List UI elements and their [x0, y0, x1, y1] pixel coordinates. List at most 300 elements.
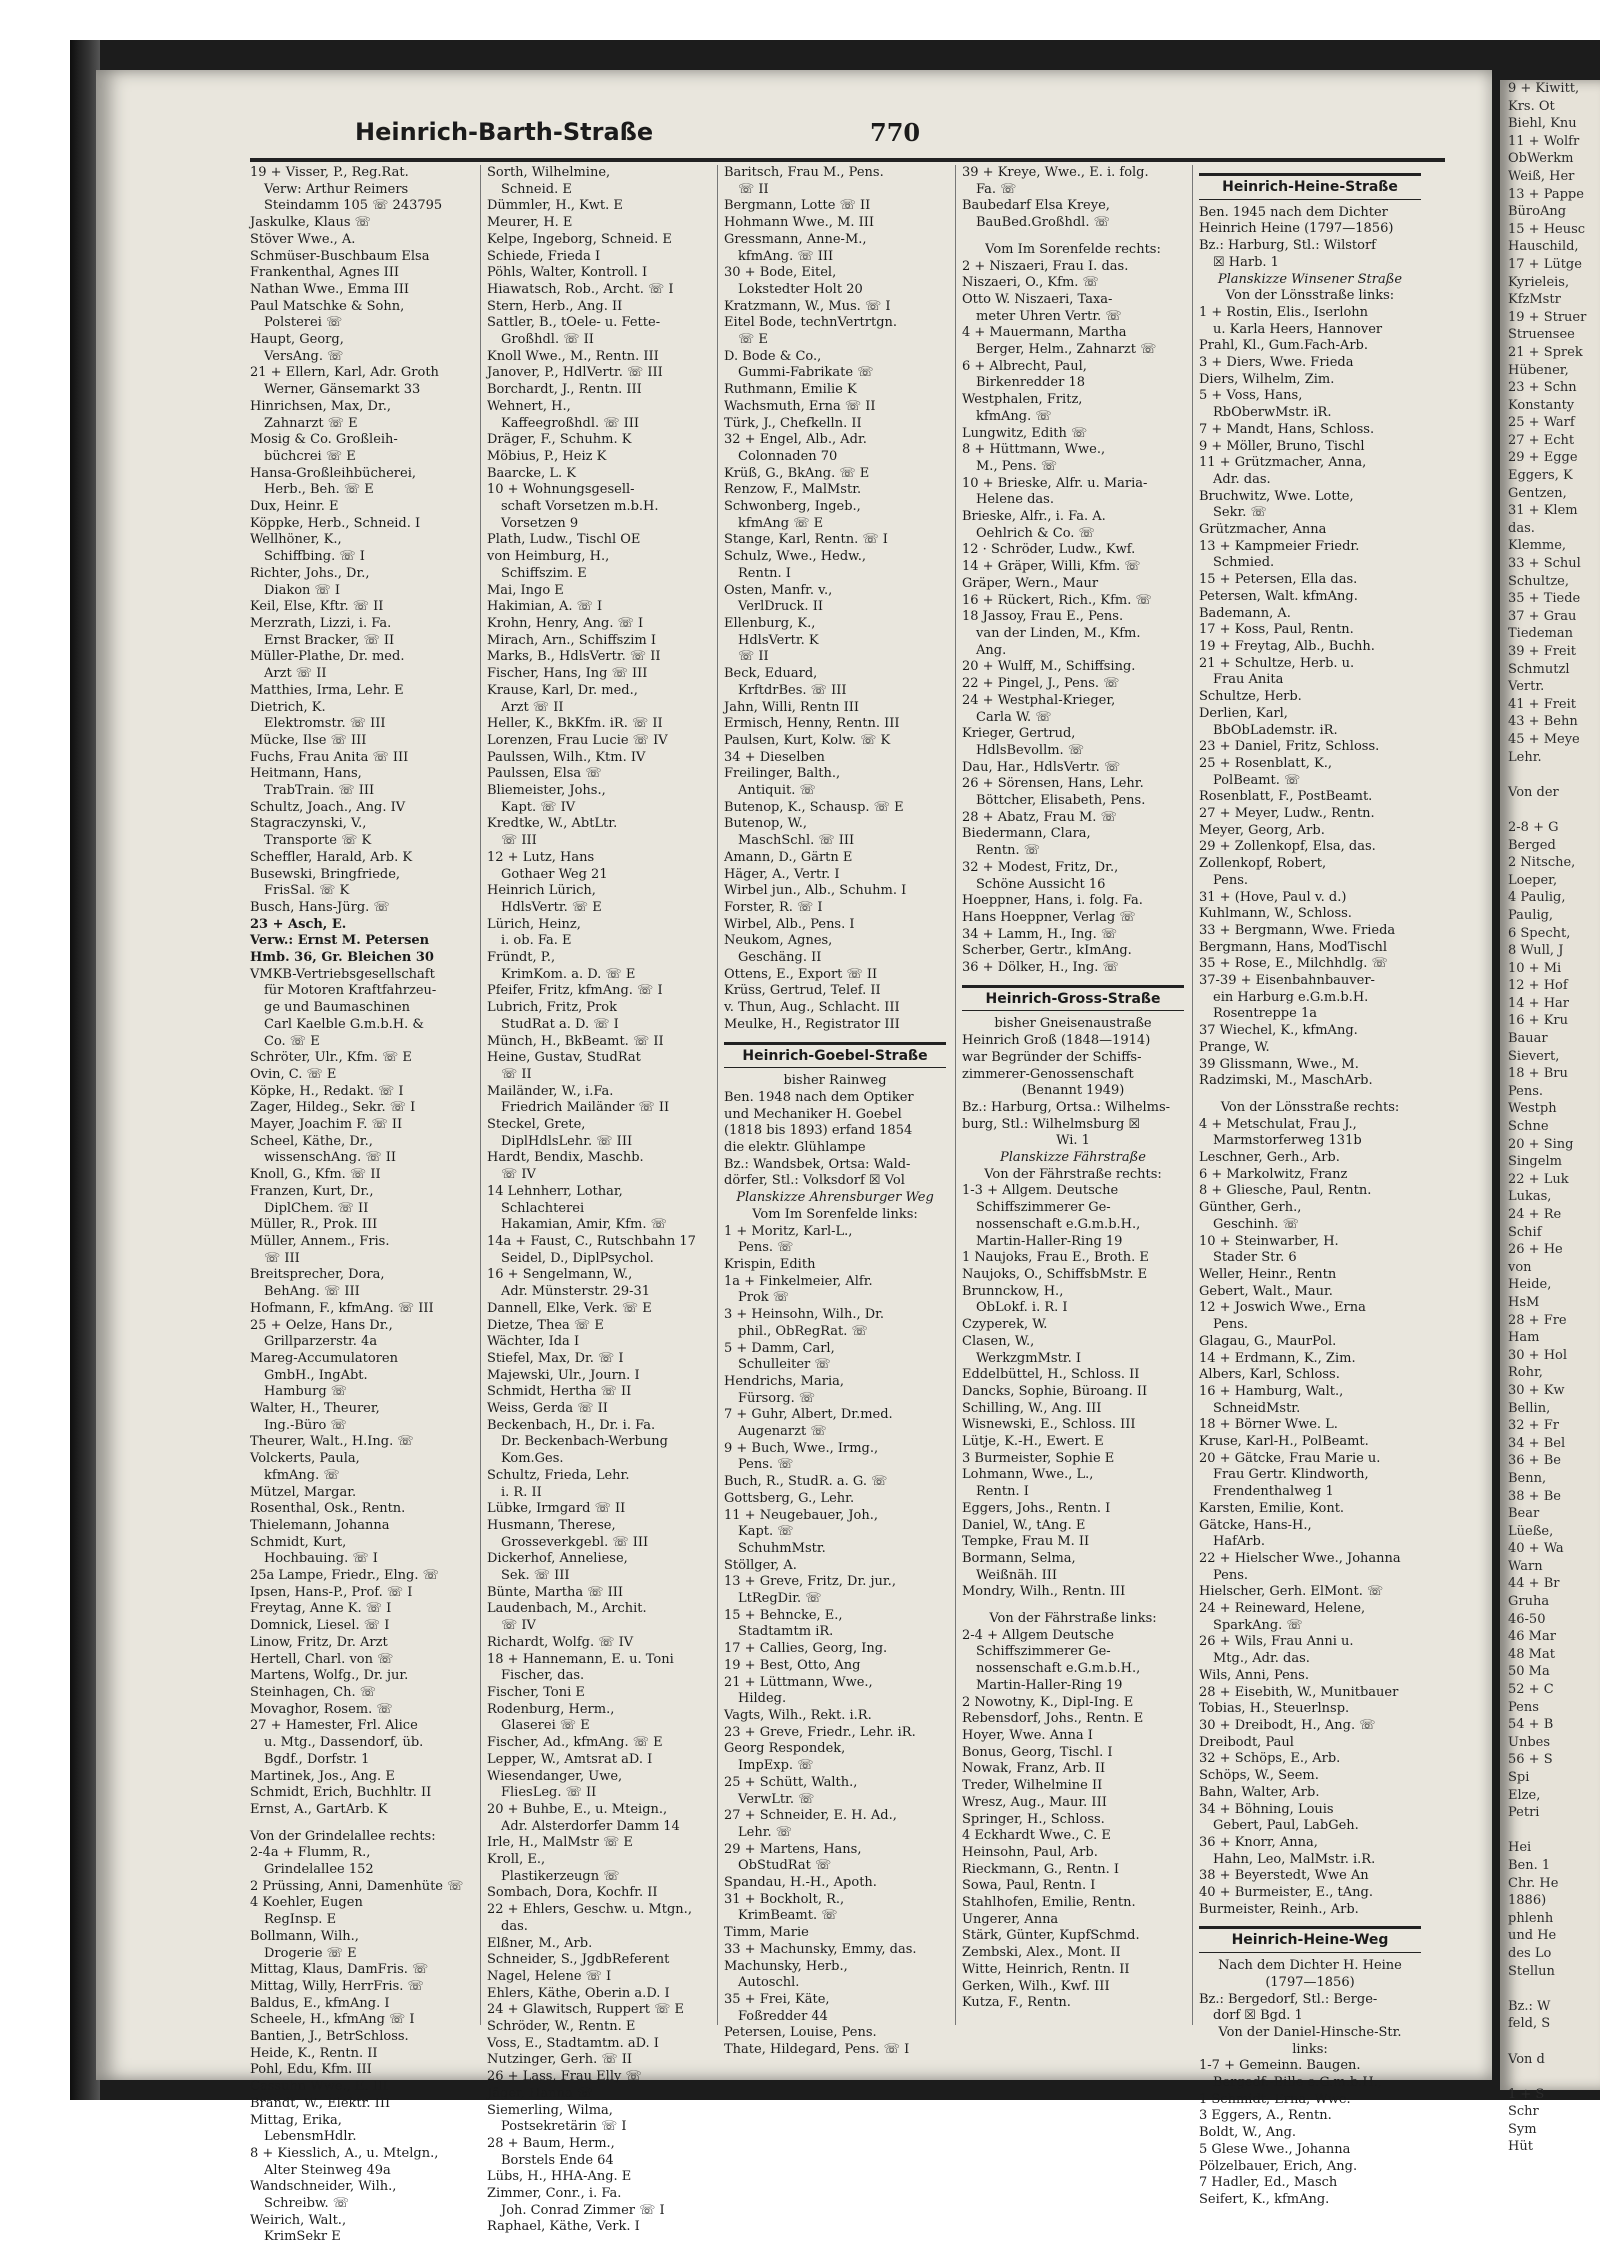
directory-entry-line: Stöllger, A. [724, 1557, 797, 1573]
directory-entry-line: 1 Schmidt, Erna, Wwe. [1199, 2091, 1351, 2107]
directory-entry-line: Ipsen, Hans-P., Prof. ☏ I [250, 1584, 413, 1600]
next-page-fragment: Heide, [1508, 1277, 1552, 1293]
directory-entry-line: Derlien, Karl, [1199, 705, 1288, 721]
directory-entry-line: Schneider, S., JgdbReferent [487, 1952, 670, 1968]
directory-entry-line: Fischer, Hans, Ing ☏ III [487, 666, 648, 682]
directory-entry-line: 2 Prüssing, Anni, Damenhüte ☏ [250, 1878, 464, 1894]
next-page-fragment [1500, 766, 1600, 784]
column-divider [955, 165, 956, 2025]
directory-entry-line: 13 + Greve, Fritz, Dr. jur., [724, 1574, 896, 1590]
directory-entry-line: Westphalen, Fritz, [962, 392, 1083, 408]
directory-entry-line: Baarcke, L. K [487, 465, 576, 481]
directory-entry-line: Scherber, Gertr., kImAng. [962, 943, 1132, 959]
next-page-fragment: 56 + S [1508, 1752, 1553, 1768]
directory-entry-line: Ben. 1948 nach dem Optiker [724, 1089, 914, 1105]
directory-entry-line: 18 + Hannemann, E. u. Toni [487, 1651, 674, 1667]
directory-entry-line: DiplChem. ☏ II [264, 1200, 369, 1216]
directory-entry-line: Bz.: Harburg, Stl.: Wilstorf [1199, 238, 1376, 254]
directory-entry-line: Radzimski, M., MaschArb. [1199, 1073, 1373, 1089]
next-page-fragment: 17 + Lütge [1508, 256, 1582, 272]
directory-entry-line: Dreibodt, Paul [1199, 1734, 1294, 1750]
directory-entry-line: ☏ II [738, 649, 769, 665]
page-number: 770 [870, 118, 921, 147]
directory-entry-line: 5 + Damm, Carl, [724, 1340, 835, 1356]
directory-entry-line: Bz.: Bergedorf, Stl.: Berge- [1199, 1991, 1378, 2007]
directory-entry-line: Schlachterei [501, 1200, 585, 1216]
directory-entry-line: 25 + Schütt, Walth., [724, 1774, 858, 1790]
directory-entry-line: Wachsmuth, Erna ☏ II [724, 398, 876, 414]
directory-entry-line: Vom Im Sorenfelde rechts: [985, 241, 1161, 257]
directory-entry-line: Schmüser-Buschbaum Elsa [250, 248, 430, 264]
directory-entry-line: ☏ III [264, 1250, 300, 1266]
next-page-fragment: Hüt [1508, 2139, 1533, 2155]
directory-entry-line: Rentn. ☏ [976, 843, 1040, 859]
directory-entry-line: Krüß, G., BkAng. ☏ E [724, 465, 870, 481]
directory-entry-line: Renzow, F., MalMstr. [724, 482, 862, 498]
directory-entry-line: Husmann, Therese, [487, 1517, 616, 1533]
directory-entry-line: Günther, Gerh., [1199, 1200, 1302, 1216]
directory-entry-line: RbOberwMstr. iR. [1213, 405, 1332, 421]
directory-entry-line: Spandau, H.-H., Apoth. [724, 1875, 877, 1891]
next-page-fragment [1500, 801, 1600, 819]
directory-entry-line: Augenarzt ☏ [738, 1424, 827, 1440]
directory-entry-line: 27 + Meyer, Ludw., Rentn. [1199, 806, 1375, 822]
directory-entry-line: für Motoren Kraftfahrzeu- [264, 983, 437, 999]
directory-entry-line: Richter, Johs., Dr., [250, 565, 370, 581]
next-page-fragment: Schne [1508, 1119, 1549, 1135]
directory-entry-line: Bünte, Martha ☏ III [487, 1584, 624, 1600]
directory-entry-line: Niszaeri, O., Kfm. ☏ [962, 275, 1099, 291]
next-page-fragment: Chr. He [1508, 1875, 1559, 1891]
next-page-fragment: Klemme, [1508, 538, 1567, 554]
directory-entry-line: VersAng. ☏ [264, 348, 344, 364]
directory-entry-line: Sowa, Paul, Rentn. I [962, 1878, 1096, 1894]
directory-entry-line: Colonnaden 70 [738, 448, 838, 464]
directory-entry-line: 10 + Brieske, Alfr. u. Maria- [962, 475, 1148, 491]
directory-entry-line: Grillparzerstr. 4a [264, 1334, 378, 1350]
directory-entry-line: Franzen, Kurt, Dr., [250, 1183, 374, 1199]
directory-entry-line: Treder, Wilhelmine II [962, 1778, 1103, 1794]
directory-entry-line: Kredtke, W., AbtLtr. [487, 816, 618, 832]
directory-column-4 [962, 165, 1184, 2025]
next-page-fragment: 25 + Warf [1508, 415, 1575, 431]
next-page-fragment: Pens [1508, 1699, 1539, 1715]
directory-entry-line: Hansa-Großleihbücherei, [250, 465, 417, 481]
directory-entry-line: Rentn. I [976, 1484, 1029, 1500]
directory-entry-line: Butenop, W., [724, 816, 807, 832]
next-page-fragment: 24 + Re [1508, 1207, 1562, 1222]
directory-entry-line: Schiffbing. ☏ I [264, 549, 365, 565]
directory-entry-line: Schiffszimmerer Ge- [976, 1200, 1111, 1216]
directory-entry-line: Fuchs, Frau Anita ☏ III [250, 749, 409, 765]
directory-entry-line: Schilling, W., Ang. III [962, 1400, 1102, 1416]
directory-entry-line: ☏ E [738, 332, 768, 348]
next-page-fragment: Schmutzl [1508, 661, 1570, 677]
directory-entry-line: Martinek, Jos., Ang. E [250, 1768, 395, 1784]
directory-entry-line: Leschner, Gerh., Arb. [1199, 1150, 1340, 1166]
directory-entry-line: Lokstedter Holt 20 [738, 281, 863, 297]
directory-entry-line: Osten, Manfr. v., [724, 582, 833, 598]
directory-entry-line: 33 + Machunsky, Emmy, das. [724, 1941, 917, 1957]
directory-entry-line: 3 Eggers, A., Rentn. [1199, 2108, 1332, 2124]
directory-entry-line: Köpke, H., Redakt. ☏ I [250, 1083, 404, 1099]
directory-entry-line: SchneidMstr. [1213, 1400, 1301, 1416]
directory-entry-line: Biedermann, Clara, [962, 826, 1091, 842]
directory-entry-line: Kroll, E., [487, 1852, 546, 1868]
directory-entry-line: die elektr. Glühlampe [724, 1140, 866, 1156]
directory-entry-line: 12 + Lutz, Hans [487, 849, 595, 865]
directory-entry-line: bisher Rainweg [783, 1073, 887, 1089]
directory-entry-line: Petersen, Walt. kfmAng. [1199, 588, 1358, 604]
directory-entry-line: 14 Lehnherr, Lothar, [487, 1183, 623, 1199]
directory-entry-line: Machunsky, Herb., [724, 1958, 848, 1974]
directory-entry-line: Hahn, Leo, MalMstr. i.R. [1213, 1851, 1376, 1867]
directory-entry-line: Weirich, Walt., [250, 2212, 347, 2228]
directory-entry-line: Borstels Ende 64 [501, 2152, 614, 2168]
next-page-fragment: 1 + S [1508, 2086, 1545, 2102]
directory-entry-line: Witte, Heinrich, Rentn. II [962, 1961, 1130, 1977]
directory-entry-line: Heinsohn, Paul, Arb. [962, 1844, 1098, 1860]
directory-entry-line: Nutzinger, Gerh. ☏ II [487, 2052, 633, 2068]
directory-entry-line: Autoschl. [738, 1975, 800, 1991]
directory-entry-line: Hakamian, Amir, Kfm. ☏ [501, 1217, 667, 1233]
directory-entry-line: Mützel, Margar. [250, 1484, 357, 1500]
directory-entry-line: 37 Wiechel, K., kfmAng. [1199, 1023, 1358, 1039]
next-page-fragment: 46-50 [1508, 1611, 1546, 1627]
next-page-fragment: 6 Specht, [1508, 925, 1571, 941]
directory-entry-line: Meyer, Georg, Arb. [1199, 822, 1325, 838]
directory-entry-line: Bergedf.-Bille e.G.m.b.H., [1213, 2075, 1382, 2091]
directory-entry-line: Seidel, D., DiplPsychol. [501, 1250, 654, 1266]
directory-entry-line: Schulleiter ☏ [738, 1357, 831, 1373]
directory-entry-line: Hochbauing. ☏ I [264, 1551, 378, 1567]
directory-entry-line: 13 + Kampmeier Friedr. [1199, 538, 1360, 554]
page-header [250, 112, 1445, 162]
directory-entry-line: 31 + (Hove, Paul v. d.) [1199, 889, 1347, 905]
directory-entry-line: Schröder, W., Rentn. E [487, 2019, 636, 2035]
directory-entry-line: Martens, Wolfg., Dr. jur. [250, 1668, 409, 1684]
directory-entry-line: Tobias, H., Steuerlnsp. [1199, 1701, 1350, 1717]
directory-entry-line: Nach dem Dichter H. Heine [1218, 1958, 1402, 1974]
spacer [962, 1601, 1184, 1611]
directory-entry-line: 21 + Ellern, Karl, Adr. Groth [250, 365, 439, 381]
directory-entry-line: Mittag, Erika, [250, 2112, 342, 2128]
directory-entry-line: 28 + Baum, Herm., [487, 2135, 615, 2151]
directory-entry-line: Rieckmann, G., Rentn. I [962, 1861, 1120, 1877]
directory-entry-line: 3 + Heinsohn, Wilh., Dr. [724, 1307, 885, 1323]
directory-entry-line: 32 + Engel, Alb., Adr. [724, 432, 867, 448]
next-page-fragment: Weiß, Her [1508, 168, 1575, 184]
directory-entry-line: Frau Anita [1213, 672, 1284, 688]
directory-entry-line: ObLokf. i. R. I [976, 1300, 1068, 1316]
directory-entry-line: Burmeister, Reinh., Arb. [1199, 1901, 1359, 1917]
directory-entry-line: 9 + Möller, Bruno, Tischl [1199, 438, 1365, 454]
directory-entry-line: Zimmer, Conr., i. Fa. [487, 2186, 622, 2202]
next-page-fragment: Unbes [1508, 1734, 1551, 1750]
directory-entry-line: 18 Jassoy, Frau E., Pens. [962, 609, 1124, 625]
directory-entry-line: Zahnarzt ☏ E [264, 415, 358, 431]
next-page-fragment: Schultze, [1508, 573, 1569, 589]
directory-entry-line: Busewski, Bringfriede, [250, 866, 401, 882]
directory-entry-line: Hans Hoeppner, Verlag ☏ [962, 909, 1136, 925]
directory-entry-line: Mittag, Willy, HerrFris. ☏ [250, 1978, 424, 1994]
directory-entry-line: Baldus, E., kfmAng. I [250, 1995, 390, 2011]
directory-entry-line: Fa. ☏ [976, 181, 1017, 197]
directory-entry-line: links: [1292, 2041, 1328, 2057]
directory-entry-line: i. R. II [501, 1484, 542, 1500]
directory-entry-line: Prahl, Kl., Gum.Fach-Arb. [1199, 338, 1368, 354]
directory-entry-line: das. [501, 1918, 528, 1934]
directory-entry-line: Bergmann, Lotte ☏ II [724, 198, 871, 214]
directory-entry-line: Bahn, Walter, Arb. [1199, 1784, 1320, 1800]
directory-entry-line: Heitmann, Hans, [250, 766, 362, 782]
directory-entry-line: Mirach, Arn., Schiffszim I [487, 632, 656, 648]
directory-entry-line: Vom Im Sorenfelde links: [752, 1206, 918, 1222]
directory-entry-line: Pens. [1213, 1317, 1249, 1333]
directory-entry-line: bisher Gneisenaustraße [994, 1016, 1152, 1032]
directory-entry-line: Grützmacher, Anna [1199, 522, 1327, 538]
directory-entry-line: Dräger, F., Schuhm. K [487, 432, 632, 448]
directory-entry-line: Timm, Marie [724, 1925, 809, 1941]
directory-entry-line: Bantien, J., BetrSchloss. [250, 2029, 409, 2045]
directory-entry-line: u. Karla Heers, Hannover [1213, 321, 1383, 337]
directory-entry-line: 9 + Buch, Wwe., Irmg., [724, 1440, 879, 1456]
directory-entry-line: 4 Koehler, Eugen [250, 1895, 363, 1911]
directory-entry-line: KrimSekr E [264, 2229, 341, 2245]
directory-entry-line: 12 · Schröder, Ludw., Kwf. [962, 542, 1136, 558]
directory-entry-line: 4 + Metschulat, Frau J., [1199, 1116, 1357, 1132]
next-page-fragment: Bellin, [1508, 1400, 1551, 1416]
directory-entry-line: Freytag, Anne K. ☏ I [250, 1601, 392, 1617]
next-page-fragment: 41 + Freit [1508, 696, 1577, 712]
directory-entry-line: 16 + Rückert, Rich., Kfm. ☏ [962, 592, 1152, 608]
directory-entry-line: 21 + Lüttmann, Wwe., [724, 1674, 873, 1690]
next-page-fragment: Kyrieleis, [1508, 274, 1570, 290]
next-page-fragment: ObWerkm [1508, 151, 1574, 167]
directory-entry-line: Ermisch, Henny, Rentn. III [724, 716, 900, 732]
directory-entry-line: Linow, Fritz, Dr. Arzt [250, 1634, 388, 1650]
directory-entry-line: Häger, A., Vertr. I [724, 866, 840, 882]
directory-entry-line: Hakimian, A. ☏ I [487, 599, 603, 615]
spacer [1199, 1090, 1421, 1100]
directory-entry-line: Mosig & Co. Großleih- [250, 432, 398, 448]
directory-entry-line: KrftdrBes. ☏ III [738, 682, 847, 698]
next-page-fragment: phlenh [1508, 1910, 1554, 1926]
directory-entry-line: Keil, Else, Kftr. ☏ II [250, 599, 384, 615]
directory-entry-line: Kom.Ges. [501, 1451, 564, 1467]
directory-entry-line: KrimBeamt. ☏ [738, 1908, 838, 1924]
directory-entry-line: Bz.: Harburg, Ortsa.: Wilhelms- [962, 1099, 1171, 1115]
directory-entry-line: 30 + Dreibodt, H., Ang. ☏ [1199, 1717, 1376, 1733]
directory-entry-line: Von der Grindelallee rechts: [250, 1828, 436, 1844]
directory-entry-line: Von der Lönsstraße links: [1225, 288, 1395, 304]
next-page-fragment: Lüeße, [1508, 1523, 1554, 1539]
directory-entry-line: Seifert, K., kfmAng. [1199, 2191, 1330, 2207]
directory-entry-line: Stange, Karl, Rentn. ☏ I [724, 532, 888, 548]
directory-entry-line: 7 + Mandt, Hans, Schloss. [1199, 421, 1375, 437]
next-page-fragment: KfzMstr [1508, 292, 1561, 308]
directory-entry-line: Rosentreppe 1a [1213, 1006, 1317, 1022]
directory-entry-line: Gräper, Wern., Maur [962, 575, 1099, 591]
next-page-fragment: 23 + Schn [1508, 380, 1577, 396]
directory-entry-line: 29 + Zollenkopf, Elsa, das. [1199, 839, 1376, 855]
directory-entry-line: Kuhlmann, W., Schloss. [1199, 906, 1352, 922]
directory-entry-line: Dannell, Elke, Verk. ☏ E [487, 1300, 652, 1316]
directory-entry-line: VMKB-Vertriebsgesellschaft [250, 966, 435, 982]
directory-entry-line: Mareg-Accumulatoren [250, 1350, 398, 1366]
directory-entry-line: Ang. [976, 642, 1007, 658]
directory-entry-line: VerlDruck. II [738, 599, 823, 615]
directory-entry-line: Arzt ☏ II [264, 666, 327, 682]
directory-entry-line: Schultz, Joach., Ang. IV [250, 799, 406, 815]
directory-entry-line: 35 + Frei, Käte, [724, 1991, 830, 2007]
next-page-fragment: 8 Wull, J [1508, 943, 1564, 959]
next-page-fragment: 10 + Mi [1508, 960, 1562, 976]
directory-entry-line: kfmAng. ☏ [264, 1467, 340, 1483]
directory-entry-line: Wiesendanger, Uwe, [487, 1768, 623, 1784]
directory-entry-line: Lehr. ☏ [738, 1824, 793, 1840]
directory-entry-line: Bormann, Selma, [962, 1550, 1076, 1566]
directory-entry-line: kfmAng. ☏ III [738, 248, 834, 264]
directory-entry-line: Hielscher, Gerh. ElMont. ☏ [1199, 1584, 1384, 1600]
directory-entry-line: Brieske, Alfr., i. Fa. A. [962, 509, 1106, 525]
directory-entry-line: Heinrich Groß (1848—1914) [962, 1033, 1151, 1049]
directory-entry-line: burg, Stl.: Wilhelmsburg ☒ [962, 1116, 1141, 1132]
directory-entry-line: SparkAng. ☏ [1213, 1617, 1303, 1633]
directory-entry-line: 22 + Ehlers, Geschw. u. Mtgn., [487, 1902, 692, 1918]
directory-entry-line: Ernst, A., GartArb. K [250, 1801, 388, 1817]
directory-entry-line: Drogerie ☏ E [264, 1945, 357, 1961]
directory-entry-line: Mai, Ingo E [487, 582, 564, 598]
directory-entry-line: Schultze, Herb. [1199, 689, 1302, 705]
directory-entry-line: Antiquit. ☏ [738, 783, 816, 799]
directory-entry-line: FliesLeg. ☏ II [501, 1785, 597, 1801]
directory-entry-line: nossenschaft e.G.m.b.H., [976, 1661, 1141, 1677]
next-page-fragment: Schif [1508, 1224, 1542, 1240]
next-page-fragment: das. [1508, 520, 1535, 536]
directory-entry-line: 19 + Visser, P., Reg.Rat. [250, 165, 409, 180]
directory-entry-line: Transporte ☏ K [264, 833, 372, 849]
directory-entry-line: Gressmann, Anne-M., [724, 231, 867, 247]
directory-entry-line: 23 + Greve, Friedr., Lehr. iR. [724, 1724, 916, 1740]
directory-entry-line: Majewski, Ulr., Journ. I [487, 1367, 640, 1383]
directory-entry-line: LtRegDir. ☏ [738, 1591, 822, 1607]
directory-entry-line: Kelpe, Ingeborg, Schneid. E [487, 231, 672, 247]
directory-entry-line: 32 + Schöps, E., Arb. [1199, 1751, 1341, 1767]
directory-entry-line: Zollenkopf, Robert, [1199, 856, 1327, 872]
directory-entry-line: Wehnert, H., [487, 398, 571, 414]
directory-entry-line: Hohmann Wwe., M. III [724, 215, 875, 231]
directory-entry-line: Joh. Conrad Zimmer ☏ I [501, 2202, 665, 2218]
directory-entry-line: Planskizze Winsener Straße [1217, 271, 1403, 287]
directory-entry-line: Thielemann, Johanna [250, 1517, 390, 1533]
directory-entry-line: 22 + Hielscher Wwe., Johanna [1199, 1550, 1401, 1566]
directory-entry-line: Kratzmann, W., Mus. ☏ I [724, 298, 891, 314]
next-page-fragment: 44 + Br [1508, 1576, 1560, 1592]
directory-entry-line: 23 + Asch, E. [250, 916, 347, 932]
directory-entry-line: zimmerer-Genossenschaft [962, 1066, 1134, 1082]
directory-entry-line: Bergmann, Hans, ModTischl [1199, 939, 1388, 955]
directory-entry-line: Jäger, Hanna ☏ [487, 2085, 593, 2101]
next-page-fragment: Lukas, [1508, 1189, 1552, 1205]
directory-entry-line: Gätcke, Hans-H., [1199, 1517, 1312, 1533]
directory-entry-line: Knoll, G., Kfm. ☏ II [250, 1167, 381, 1183]
directory-entry-line: Bz.: Wandsbek, Ortsa: Wald- [724, 1156, 911, 1172]
next-page-fragment: 54 + B [1508, 1717, 1554, 1733]
directory-entry-line: Fründt, P., [487, 950, 556, 966]
directory-entry-line: Diers, Wilhelm, Zim. [1199, 371, 1335, 387]
next-page-fragment: 13 + Pappe [1508, 186, 1584, 202]
directory-entry-line: Clasen, W., [962, 1333, 1035, 1349]
directory-entry-line: Hendrichs, Maria, [724, 1373, 845, 1389]
directory-entry-line: Dickerhof, Anneliese, [487, 1551, 628, 1567]
directory-entry-line: ein Harburg e.G.m.b.H. [1213, 989, 1369, 1005]
directory-entry-line: Planskizze Fährstraße [1000, 1150, 1146, 1166]
directory-entry-line: Naujoks, O., SchiffsbMstr. E [962, 1267, 1148, 1282]
directory-entry-line: Sombach, Dora, Kochfr. II [487, 1885, 658, 1901]
directory-entry-line: Postsekretärin ☏ I [501, 2119, 627, 2135]
directory-entry-line: Raphael, Käthe, Verk. I [487, 2219, 640, 2235]
directory-entry-line: Steinhagen, Ch. ☏ [250, 1684, 376, 1700]
directory-entry-line: 37-39 + Eisenbahnbauver- [1199, 973, 1375, 989]
next-page-fragment: Vertr. [1508, 679, 1545, 695]
directory-entry-line: Irle, H., MalMstr ☏ E [487, 1835, 633, 1851]
directory-entry-line: Müller, R., Prok. III [250, 1217, 378, 1233]
directory-entry-line: Haupt, Georg, [250, 332, 344, 348]
directory-entry-line: Ing.-Büro ☏ [264, 1417, 347, 1433]
next-page-fragment: Spi [1508, 1770, 1530, 1785]
directory-entry-line: 16 + Hamburg, Walt., [1199, 1383, 1344, 1399]
directory-entry-line: Meurer, H. E [487, 215, 573, 231]
directory-entry-line: Scheele, H., kfmAng ☏ I [250, 2012, 415, 2028]
directory-entry-line: WerkzgmMstr. I [976, 1350, 1081, 1366]
directory-entry-line: Glagau, G., MaurPol. [1199, 1333, 1337, 1349]
directory-entry-line: Glaserei ☏ E [501, 1718, 590, 1734]
directory-entry-line: Baritsch, Frau M., Pens. [724, 165, 884, 180]
directory-entry-line: Elßner, M., Arb. [487, 1935, 593, 1951]
directory-entry-line: 23 + Daniel, Fritz, Schloss. [1199, 739, 1380, 755]
directory-entry-line: Schmidt, Kurt, [250, 1534, 347, 1550]
directory-entry-line: Lohmann, Wwe., L., [962, 1467, 1094, 1483]
directory-entry-line: Plath, Ludw., Tischl OE [487, 532, 641, 548]
directory-entry-line: Petersen, Louise, Pens. [724, 2025, 877, 2041]
directory-entry-line: KrimKom. a. D. ☏ E [501, 966, 636, 982]
next-page-fragment: 50 Ma [1508, 1664, 1550, 1680]
directory-entry-line: Heinrich Heine (1797—1856) [1199, 221, 1394, 237]
directory-entry-line: Borchardt, J., Rentn. III [487, 382, 642, 398]
directory-entry-line: GmbH., IngAbt. [264, 1367, 368, 1383]
directory-entry-line: Wirbel jun., Alb., Schuhm. I [724, 883, 907, 899]
directory-entry-line: war Begründer der Schiffs- [962, 1049, 1142, 1065]
directory-entry-line: Pens. ☏ [738, 1457, 794, 1473]
directory-entry-line: Scheel, Käthe, Dr., [250, 1133, 373, 1149]
directory-entry-line: Jaskulke, Klaus ☏ [250, 215, 371, 231]
directory-entry-line: Lubrich, Fritz, Prok [487, 1000, 618, 1016]
directory-entry-line: i. ob. Fa. E [501, 933, 572, 949]
directory-entry-line: Arzt ☏ II [501, 699, 564, 715]
directory-entry-line: Hertell, Charl. von ☏ [250, 1651, 394, 1667]
directory-entry-line: Schöps, W., Seem. [1199, 1768, 1319, 1784]
next-page-fragment: 29 + Egge [1508, 450, 1578, 466]
next-page-fragment: 35 + Tiede [1508, 591, 1581, 607]
directory-entry-line: Von der Fährstraße rechts: [984, 1166, 1162, 1182]
directory-entry-line: Dancks, Sophie, Büroang. II [962, 1383, 1148, 1399]
directory-entry-line: kfmAng ☏ E [738, 515, 824, 531]
directory-entry-line: Weiss, Gerda ☏ II [487, 1401, 608, 1417]
directory-entry-line: 1 Naujoks, Frau E., Broth. E [962, 1250, 1149, 1266]
directory-entry-line: Mücke, Ilse ☏ III [250, 732, 367, 748]
directory-entry-line: kfmAng. ☏ [976, 408, 1052, 424]
